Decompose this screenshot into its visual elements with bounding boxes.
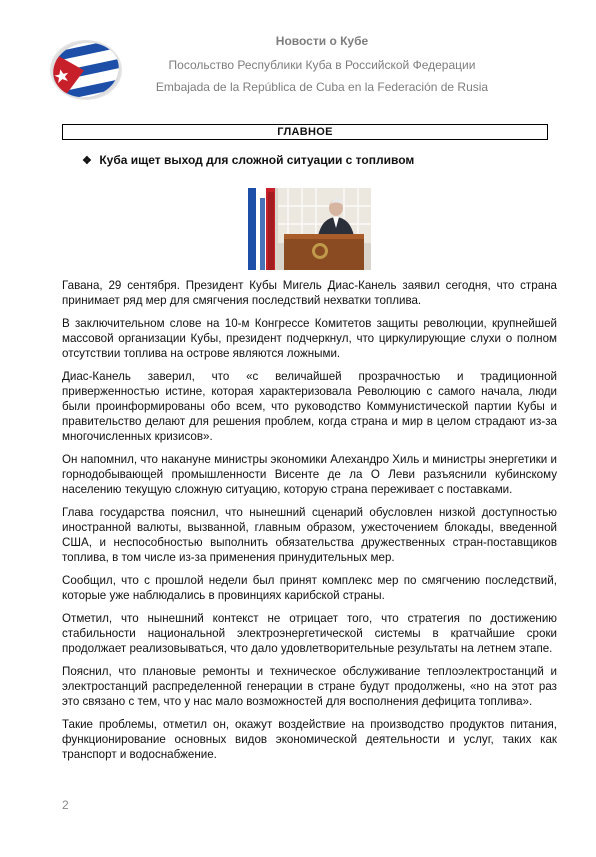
- paragraph: В заключительном слове на 10-м Конгрессе Комитетов защиты революции, крупнейшей массовой организации Кубы, президент подчеркнул, что циркулирующие слухи о полном отсутствии топлива на острове являются ложными.: [62, 317, 557, 360]
- cuba-flag-logo: [50, 40, 122, 100]
- paragraph: Отметил, что нынешний контекст не отрицает того, что стратегия по достижению стабильности национальной электроэнергетической системы в кратчайшие сроки продолжает реализовываться, что дало удовлетворительные результаты на летнем этапе.: [62, 612, 557, 655]
- paragraph: Сообщил, что с прошлой недели был принят комплекс мер по смягчению последствий, которые уже наблюдались в провинциях карибской страны.: [62, 574, 557, 602]
- paragraph: Глава государства пояснил, что нынешний сценарий обусловлен низкой доступностью иностранной валюты, вызванной, главным образом, ужесточением блокады, введенной США, и неспособностью выполнить обязательства дружественных стран-поставщиков топлива, в том числе из-за применения принудительных мер.: [62, 506, 557, 564]
- paragraph: Он напомнил, что накануне министры экономики Алехандро Хиль и министры энергетики и горнодобывающей промышленности Висенте де ла О Леви разъяснили кубинскому населению текущую сложную ситуацию, которую страна переживает с поставками.: [62, 453, 557, 496]
- diamond-bullet-icon: ❖: [82, 155, 92, 167]
- page-number: 2: [62, 798, 69, 812]
- header-embassy-es: Embajada de la República de Cuba en la Federación de Rusia: [155, 80, 489, 94]
- paragraph: Диас-Канель заверил, что «с величайшей прозрачностью и традиционной приверженностью истине, которая характеризовала Революцию с самого начала, люди были проинформированы обо всем, что руководство Коммунистической партии Кубы и правительство делают для решения проблем, когда страна и мир в целом страдают из-за многочисленных кризисов».: [62, 370, 557, 443]
- header-embassy-ru: Посольство Республики Куба в Российской Федерации: [168, 58, 476, 72]
- headline-text: Куба ищет выход для сложной ситуации с топливом: [99, 153, 415, 167]
- paragraph: Гавана, 29 сентября. Президент Кубы Мигель Диас-Канель заявил сегодня, что страна принимает ряд мер для смягчения последствий нехватки топлива.: [62, 279, 557, 307]
- section-heading: ГЛАВНОЕ: [62, 124, 548, 140]
- article-body: [62, 278, 557, 770]
- article-photo: [248, 188, 371, 270]
- paragraph: Пояснил, что плановые ремонты и техническое обслуживание теплоэлектростанций и электростанций распределенной генерации в стране будут продолжены, «но на этот раз это связано с тем, что у нас мало возможностей для восполнения дефицита топлива».: [62, 665, 557, 708]
- article-headline: [82, 153, 414, 167]
- paragraph: Такие проблемы, отметил он, окажут воздействие на производство продуктов питания, функционирование основных видов экономической деятельности и услуг, таких как транспорт и водоснабжение.: [62, 718, 557, 761]
- header-title: Новости о Кубе: [275, 34, 369, 48]
